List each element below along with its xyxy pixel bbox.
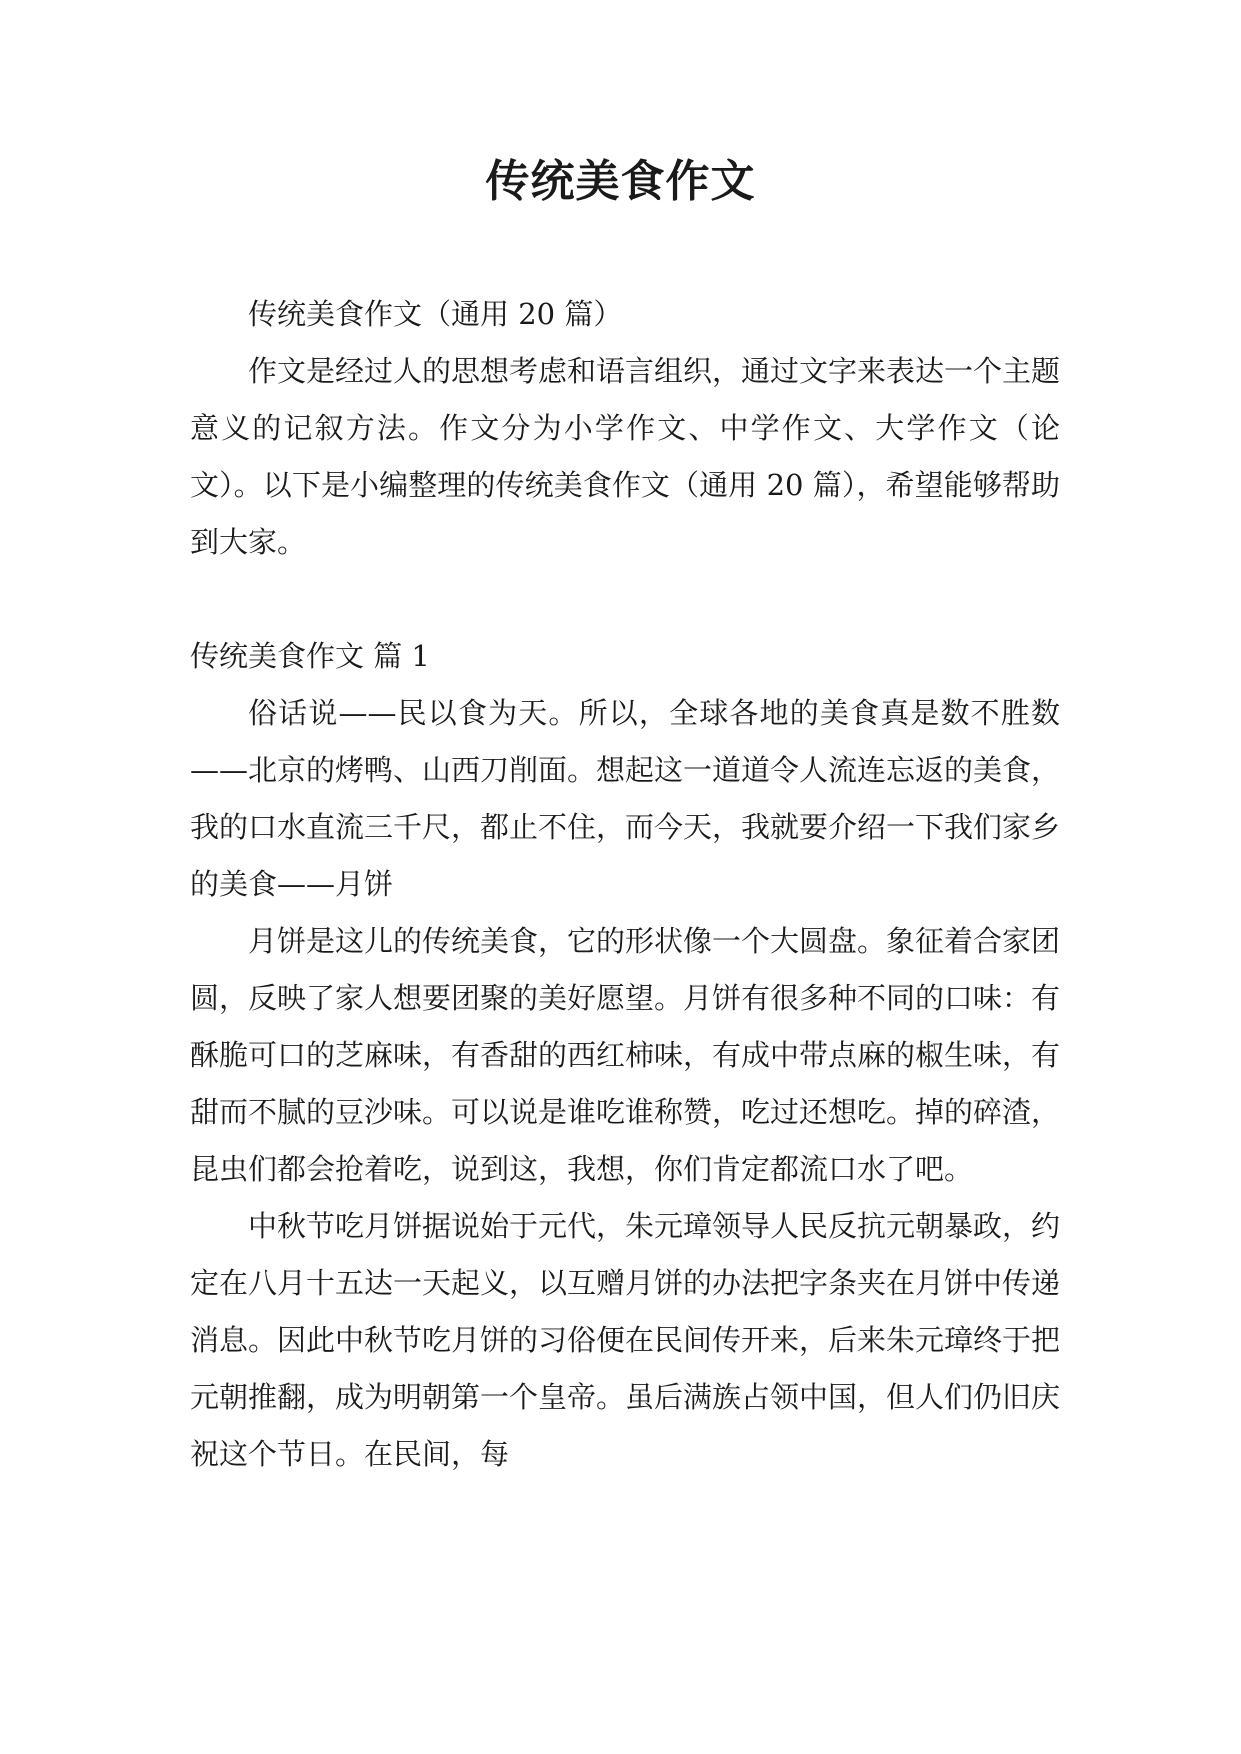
document-title: 传统美食作文 [485, 156, 756, 207]
subtitle-paragraph: 传统美食作文（通用 20 篇） [248, 297, 623, 331]
body-paragraph: 月饼是这儿的传统美食，它的形状像一个大圆盘。象征着合家团圆，反映了家人想要团聚的美好愿望。月饼有很多种不同的口味：有酥脆可口的芝麻味，有香甜的西红柿味，有成中带点麻的椒生味，有甜而不腻的豆沙味。可以说是谁吃谁称赞，吃过还想吃。掉的碎渣，昆虫们都会抢着吃，说到这，我想，你们肯定都流口水了吧。 [190, 924, 1061, 1186]
body-paragraph: 俗话说——民以食为天。所以，全球各地的美食真是数不胜数——北京的烤鸭、山西刀削面。想起这一道道令人流连忘返的美食，我的口水直流三千尺，都止不住，而今天，我就要介绍一下我们家乡的美食——月饼 [190, 696, 1061, 901]
body-paragraph: 中秋节吃月饼据说始于元代，朱元璋领导人民反抗元朝暴政，约定在八月十五达一天起义，以互赠月饼的办法把字条夹在月饼中传递消息。因此中秋节吃月饼的习俗便在民间传开来，后来朱元璋终于把元朝推翻，成为明朝第一个皇帝。虽后满族占领中国，但人们仍旧庆祝这个节日。在民间，每 [190, 1209, 1061, 1471]
intro-paragraph: 作文是经过人的思想考虑和语言组织，通过文字来表达一个主题意义的记叙方法。作文分为小学作文、中学作文、大学作文（论文）。以下是小编整理的传统美食作文（通用 20 篇），希望能够帮助到大家。 [190, 354, 1061, 559]
document-body [190, 286, 1060, 1483]
section-gap [190, 571, 1060, 628]
section-heading: 传统美食作文 篇 1 [190, 639, 430, 673]
